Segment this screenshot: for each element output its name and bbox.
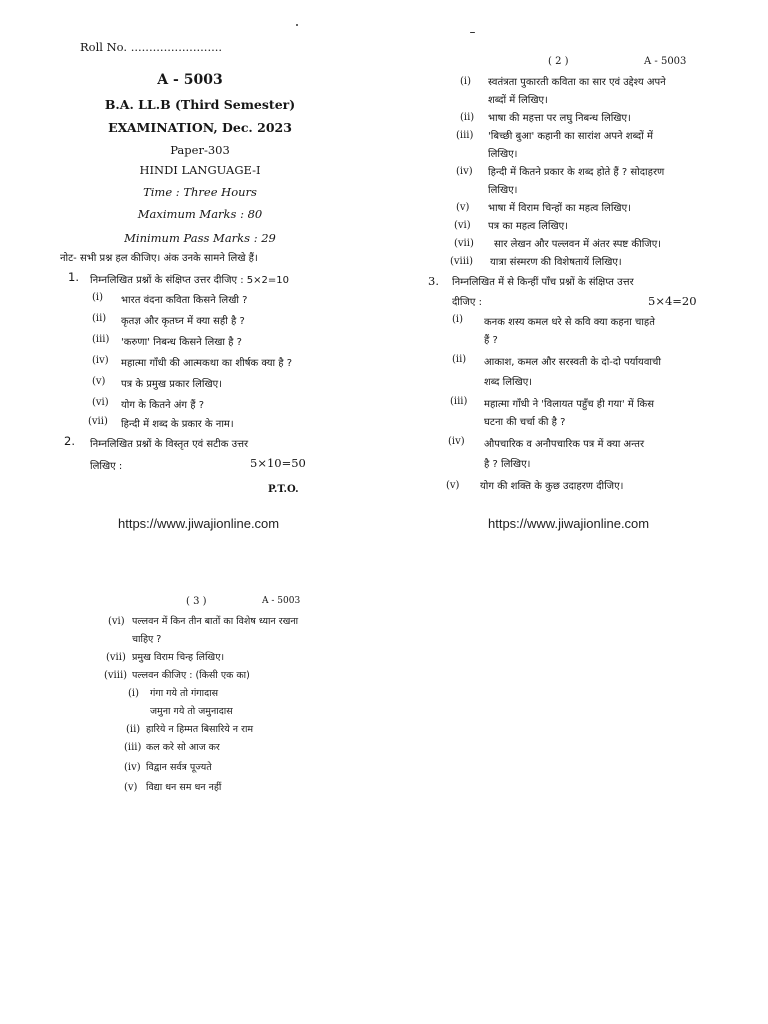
q3-item-text: कनक शस्य कमल धरे से कवि क्या कहना चाहते — [484, 317, 655, 328]
sub-item-text: गंगा गये तो गंगादास — [150, 688, 219, 699]
q3-item-text-cont: हैं ? — [484, 335, 498, 346]
q1-item-number: (iv) — [92, 355, 109, 366]
paper-code: A - 5003 — [644, 56, 687, 67]
q-item-number: (vi) — [108, 616, 125, 627]
q-item-number: (viii) — [104, 670, 128, 681]
q2-item-text: भाषा में विराम चिन्हों का महत्व लिखिए। — [488, 203, 631, 214]
q1-item-text: 'करुणा' निबन्ध किसने लिखा है ? — [121, 337, 242, 348]
source-url: https://www.jiwajionline.com — [118, 516, 280, 531]
q2-item-number: (vii) — [454, 238, 474, 249]
q2-item-number: (iii) — [456, 130, 474, 141]
q3-item-text-cont: शब्द लिखिए। — [484, 377, 533, 388]
time-allowed: Time : Three Hours — [143, 185, 257, 199]
sub-item-number: (iv) — [124, 762, 141, 773]
q3-item-text: महात्मा गाँधी ने 'विलायत पहुँच ही गया' में किस — [484, 399, 654, 410]
q1-item-number: (ii) — [92, 313, 107, 324]
q3-item-text-cont: घटना की चर्चा की है ? — [484, 417, 566, 428]
q2-item-text: भाषा की महत्ता पर लघु निबन्ध लिखिए। — [488, 113, 631, 124]
q3-item-text: आकाश, कमल और सरस्वती के दो-दो पर्यायवाची — [484, 357, 661, 368]
q2-item-number: (i) — [460, 76, 472, 87]
q3-item-number: (ii) — [452, 354, 467, 365]
q3-item-text-cont: है ? लिखिए। — [484, 459, 531, 470]
q2-item-text: 'बिच्छी बुआ' कहानी का सारांश अपने शब्दों में — [488, 131, 653, 142]
sub-item-number: (iii) — [124, 742, 142, 753]
q2-item-text-cont: लिखिए। — [488, 149, 518, 160]
q1-item-number: (iii) — [92, 334, 110, 345]
q1-item-text: कृतज्ञ और कृतघ्न में क्या सही है ? — [121, 316, 245, 327]
instructions-note: नोट- सभी प्रश्न हल कीजिए। अंक उनके सामने लिखे हैं। — [60, 253, 258, 264]
question-3-text-cont: दीजिए : — [452, 297, 482, 308]
question-3-marks: 5×4=20 — [648, 294, 697, 308]
sub-item-number: (i) — [128, 688, 140, 699]
course-name: B.A. LL.B (Third Semester) — [104, 97, 296, 112]
minimum-pass-marks: Minimum Pass Marks : 29 — [124, 231, 276, 245]
q1-item-number: (v) — [92, 376, 106, 387]
q2-item-text: सार लेखन और पल्लवन में अंतर स्पष्ट कीजिए। — [494, 239, 662, 250]
question-1-number: 1. — [68, 270, 79, 284]
paper-code: A - 5003 — [262, 596, 301, 606]
q3-item-text: औपचारिक व अनौपचारिक पत्र में क्या अन्तर — [484, 439, 645, 450]
roll-number-label: Roll No. ......................... — [80, 40, 223, 54]
q2-item-number: (v) — [456, 202, 470, 213]
q1-item-number: (vi) — [92, 397, 109, 408]
page-number: ( 2 ) — [548, 56, 569, 67]
q3-item-number: (v) — [446, 480, 460, 491]
q-item-text: पल्लवन में किन तीन बातों का विशेष ध्यान रखना — [132, 616, 299, 627]
q2-item-text: स्वतंत्रता पुकारती कविता का सार एवं उद्देश्य अपने — [488, 77, 666, 88]
please-turn-over: P.T.O. — [268, 484, 299, 495]
question-2-text: निम्नलिखित प्रश्नों के विस्तृत एवं सटीक उत्तर — [90, 439, 249, 450]
q2-item-number: (ii) — [460, 112, 475, 123]
q3-item-number: (iv) — [448, 436, 465, 447]
q2-item-number: (viii) — [450, 256, 474, 267]
sub-item-text: कल करे सो आज कर — [146, 742, 220, 753]
sub-item-text: हारिये न हिम्मत बिसारिये न राम — [146, 724, 254, 735]
sub-item-text: विद्वान सर्वत्र पूज्यते — [146, 762, 212, 773]
maximum-marks: Maximum Marks : 80 — [137, 207, 263, 221]
sub-item-text-cont: जमुना गये तो जमुनादास — [150, 706, 233, 717]
exam-page-2 — [384, 0, 768, 540]
page-number: ( 3 ) — [186, 596, 207, 607]
q1-item-text: हिन्दी में शब्द के प्रकार के नाम। — [121, 419, 234, 430]
q2-item-text: हिन्दी में कितने प्रकार के शब्द होते हैं ? सोदाहरण — [488, 167, 665, 178]
q2-item-text-cont: लिखिए। — [488, 185, 518, 196]
q2-item-text: यात्रा संस्मरण की विशेषतायें लिखिए। — [490, 257, 622, 268]
q1-item-text: महात्मा गाँधी की आत्मकथा का शीर्षक क्या है ? — [121, 358, 293, 369]
q1-item-text: योग के कितने अंग हैं ? — [121, 400, 205, 411]
sub-item-number: (ii) — [126, 724, 141, 735]
q2-item-number: (vi) — [454, 220, 471, 231]
source-url: https://www.jiwajionline.com — [488, 516, 650, 531]
q2-item-text: पत्र का महत्व लिखिए। — [488, 221, 568, 232]
q1-item-number: (i) — [92, 292, 104, 303]
q2-item-text-cont: शब्दों में लिखिए। — [488, 95, 548, 106]
q-item-text: प्रमुख विराम चिन्ह लिखिए। — [132, 652, 225, 663]
paper-code: A - 5003 — [157, 72, 223, 88]
paper-number: Paper-303 — [170, 143, 230, 157]
q3-item-number: (iii) — [450, 396, 468, 407]
q3-item-text: योग की शक्ति के कुछ उदाहरण दीजिए। — [480, 481, 624, 492]
question-2-number: 2. — [64, 434, 75, 448]
q3-item-number: (i) — [452, 314, 464, 325]
q-item-text-cont: चाहिए ? — [132, 634, 162, 645]
question-3-text: निम्नलिखित में से किन्हीं पाँच प्रश्नों के संक्षिप्त उत्तर — [452, 277, 634, 288]
q1-item-text: भारत वंदना कविता किसने लिखी ? — [121, 295, 248, 306]
sub-item-number: (v) — [124, 782, 138, 793]
sub-item-text: विद्या धन सम धन नहीं — [146, 782, 222, 793]
question-2-marks: 5×10=50 — [250, 456, 306, 470]
q1-item-text: पत्र के प्रमुख प्रकार लिखिए। — [121, 379, 222, 390]
question-1-text: निम्नलिखित प्रश्नों के संक्षिप्त उत्तर दीजिए : 5×2=10 — [90, 275, 289, 286]
question-2-text-cont: लिखिए : — [90, 461, 123, 472]
subject-title: HINDI LANGUAGE-I — [139, 163, 261, 177]
exam-page-3 — [0, 580, 384, 820]
q2-item-number: (iv) — [456, 166, 473, 177]
q-item-number: (vii) — [106, 652, 126, 663]
exam-page-1 — [0, 0, 384, 540]
q1-item-number: (vii) — [88, 416, 108, 427]
q-item-text: पल्लवन कीजिए : (किसी एक का) — [132, 670, 250, 681]
exam-session: EXAMINATION, Dec. 2023 — [108, 120, 292, 135]
question-3-number: 3. — [428, 274, 439, 288]
